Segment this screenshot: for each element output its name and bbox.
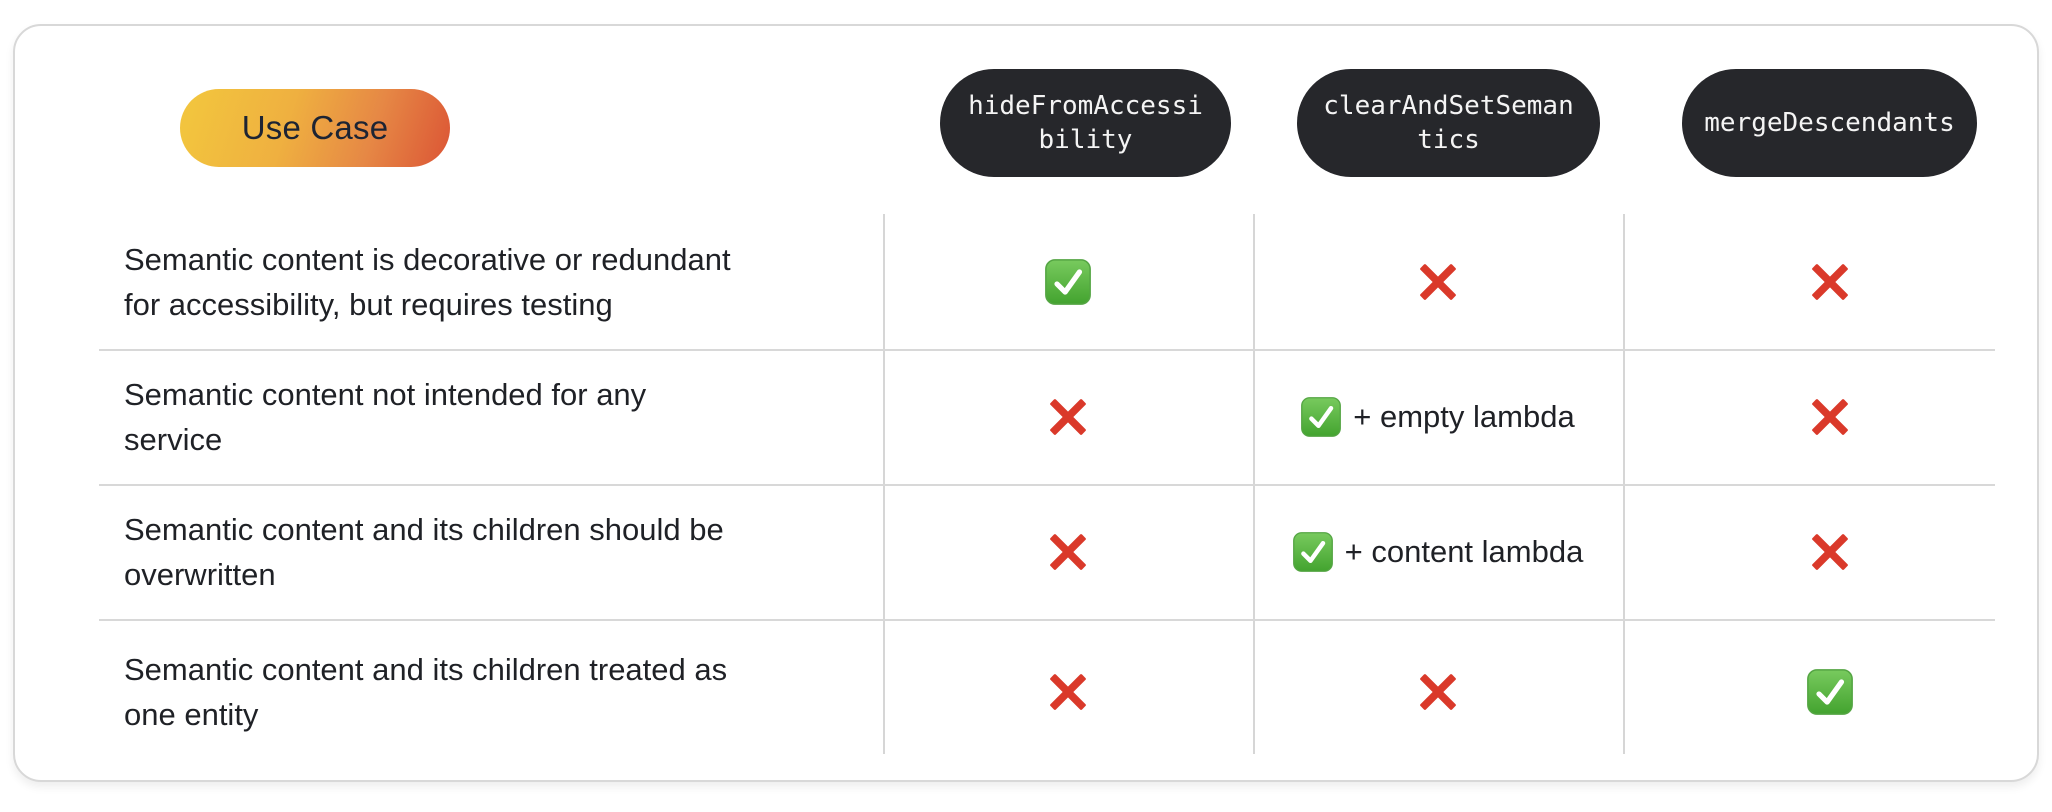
cross-icon [1809,531,1851,573]
use-case-text: Semantic content and its children treated as one entity [124,651,728,732]
cross-icon [1809,261,1851,303]
use-case-text: Semantic content not intended for any service [124,376,647,457]
cross-icon [1417,261,1459,303]
cross-icon [1417,671,1459,713]
cross-icon [1047,671,1089,713]
header-pill-hide-from-accessibility [940,69,1231,177]
table-cell [883,484,1253,619]
check-icon [1807,669,1853,715]
header-pill-merge-descendants [1682,69,1977,177]
check-icon [1301,397,1341,437]
cross-icon [1417,671,1459,713]
cell-label: + empty lambda [1353,398,1575,434]
table-cell [1623,619,2037,764]
cross-icon [1047,671,1089,713]
table-cell [1623,484,2037,619]
table-cell [1253,349,1623,484]
table-cell [1623,349,2037,484]
use-case-header-label: Use Case [241,109,389,146]
table-cell [1623,214,2037,349]
check-icon [1293,532,1333,572]
cross-icon [1047,396,1089,438]
table-cell [1253,214,1623,349]
check-icon [1293,532,1333,572]
header-pill-clear-and-set-semantics [1297,69,1600,177]
comparison-table-card [13,24,2039,782]
check-icon [1807,669,1853,715]
cross-icon [1809,396,1851,438]
table-cell [883,619,1253,764]
cross-icon [1809,396,1851,438]
use-case-text: Semantic content and its children should be overwritten [124,511,724,592]
header-pill-line: hideFromAccessi [968,91,1203,121]
cross-icon [1809,531,1851,573]
check-icon [1301,397,1341,437]
use-case-text: Semantic content is decorative or redundant for accessibility, but requires testing [124,241,731,322]
table-cell [883,349,1253,484]
check-icon [1045,259,1091,305]
cross-icon [1047,531,1089,573]
use-case-header-pill [180,89,450,167]
header-pill-line: bility [1038,125,1133,155]
check-icon [1045,259,1091,305]
cross-icon [1809,261,1851,303]
cross-icon [1047,396,1089,438]
table-cell [1253,619,1623,764]
cross-icon [1047,531,1089,573]
cell-label: + content lambda [1344,533,1584,569]
table-cell [1253,484,1623,619]
cross-icon [1417,261,1459,303]
header-pill-line: mergeDescendants [1704,108,1955,138]
table-cell [883,214,1253,349]
header-pill-line: clearAndSetSeman [1323,91,1574,121]
header-pill-line: tics [1417,125,1480,155]
